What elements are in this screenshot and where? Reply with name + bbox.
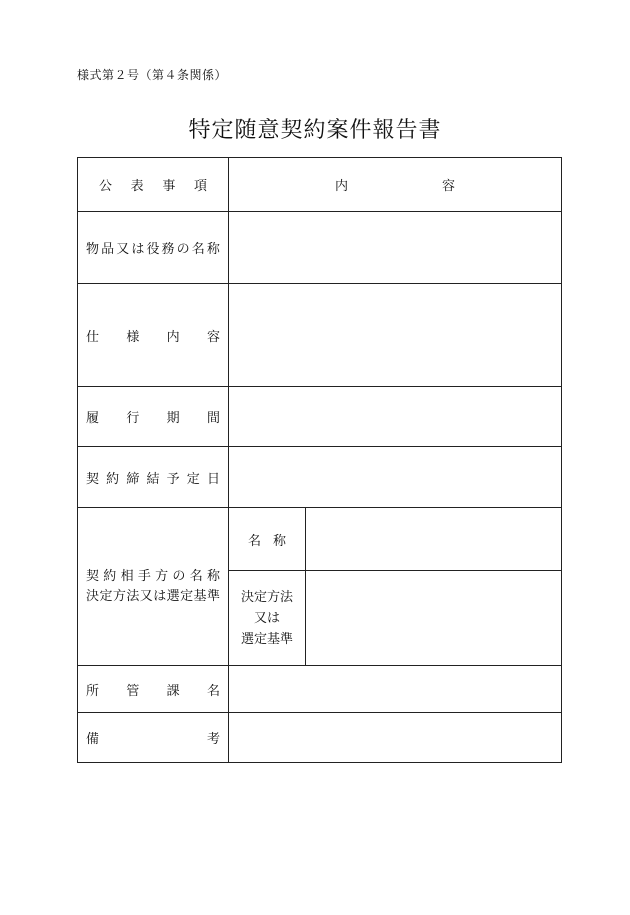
sub-label-method-line1: 決定方法 [240,589,293,605]
contract-date-label: 契 約 締 結 予 定 日 [86,471,220,487]
sub-label-method-line2: 又は [253,610,280,626]
row-counterparty-name [78,508,562,571]
sub-label-method-line3: 選定基準 [240,631,293,647]
value-performance-period[interactable] [229,387,562,447]
value-specification[interactable] [229,284,562,387]
counterparty-label-line2: 決 定 方 法 又 は 選 定 基 準 [86,588,220,604]
sub-label-name-cell [229,508,306,571]
value-contract-date[interactable] [229,447,562,508]
label-department [78,666,229,713]
sub-label-method-cell [229,571,306,666]
counterparty-label [78,567,228,607]
remarks-label-left: 備 [86,732,100,747]
performance-period-label: 履 行 期 間 [86,411,220,426]
label-goods-service-name [78,212,229,284]
header-item-label: 公 表 事 項 [99,179,207,194]
row-performance-period [78,387,562,447]
counterparty-label-line1: 契 約 相 手 方 の 名 称 [86,568,220,584]
specification-label: 仕 様 内 容 [86,329,220,345]
label-contract-date [78,447,229,508]
form-number: 様式第２号（第４条関係） [77,68,228,82]
remarks-label [78,728,228,747]
header-content-cell [229,158,562,212]
sub-label-method [229,587,305,650]
report-form-table [77,157,562,763]
value-counterparty-name[interactable] [306,508,562,571]
label-remarks [78,713,229,763]
value-department[interactable] [229,666,562,713]
header-item-cell [78,158,229,212]
value-remarks[interactable] [229,713,562,763]
sub-label-name: 名 称 [248,533,286,549]
label-counterparty [78,508,229,666]
document-title: 特定随意契約案件報告書 [188,118,442,143]
header-row [78,158,562,212]
department-label: 所 管 課 名 [86,683,220,699]
row-specification [78,284,562,387]
row-remarks [78,713,562,763]
value-selection-method[interactable] [306,571,562,666]
remarks-label-right: 考 [206,732,220,747]
row-contract-date [78,447,562,508]
label-performance-period [78,387,229,447]
row-department [78,666,562,713]
header-content-label: 内 容 [335,179,455,194]
label-specification [78,284,229,387]
goods-service-name-label: 物 品 又 は 役 務 の 名 称 [86,242,220,257]
row-goods-service-name [78,212,562,284]
value-goods-service-name[interactable] [229,212,562,284]
